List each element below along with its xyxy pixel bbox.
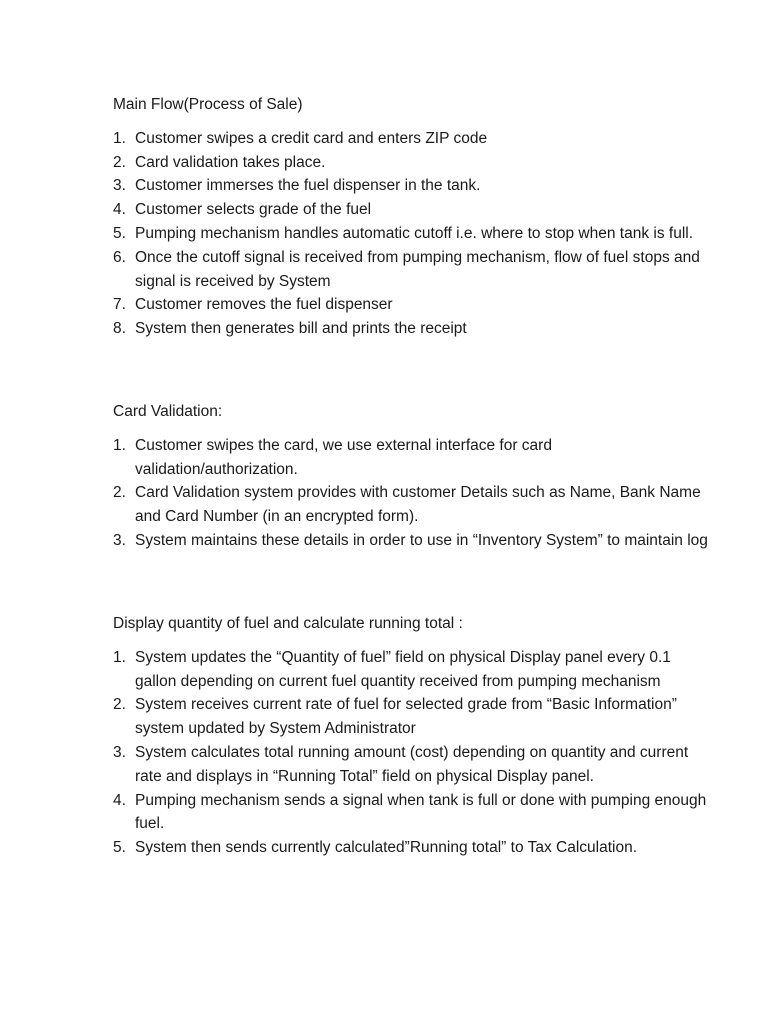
section-main-flow xyxy=(113,93,713,341)
list-item-number: 4. xyxy=(113,201,126,219)
list-item xyxy=(113,529,713,553)
list-item-number: 1. xyxy=(113,436,126,454)
numbered-list xyxy=(113,127,713,341)
list-item xyxy=(113,293,713,317)
list-item-text: System updates the “Quantity of fuel” field on physical Display panel every 0.1 gallon depending on current fuel quantity received from pumping mechanism xyxy=(135,648,671,690)
list-item xyxy=(113,693,713,741)
numbered-list xyxy=(113,434,713,553)
list-item-text: Customer removes the fuel dispenser xyxy=(135,296,393,314)
list-item-text: Customer swipes the card, we use external interface for card validation/authorization. xyxy=(135,436,552,478)
list-item-number: 8. xyxy=(113,320,126,338)
list-item-text: System receives current rate of fuel for selected grade from “Basic Information” system updated by System Administrator xyxy=(135,696,677,738)
section-display-quantity xyxy=(113,612,713,860)
list-item xyxy=(113,174,713,198)
list-item-number: 7. xyxy=(113,296,126,314)
list-item xyxy=(113,741,713,789)
list-item-number: 2. xyxy=(113,153,126,171)
list-item-text: Customer selects grade of the fuel xyxy=(135,201,372,219)
list-item xyxy=(113,222,713,246)
list-item-text: Pumping mechanism sends a signal when tank is full or done with pumping enough fuel. xyxy=(135,791,707,833)
list-item-number: 1. xyxy=(113,648,126,666)
list-item-text: System maintains these details in order to use in “Inventory System” to maintain log xyxy=(135,531,708,549)
list-item-number: 3. xyxy=(113,177,126,195)
list-item-text: Once the cutoff signal is received from pumping mechanism, flow of fuel stops and signal is received by System xyxy=(135,248,700,290)
list-item xyxy=(113,246,713,294)
list-item xyxy=(113,151,713,175)
list-item-number: 4. xyxy=(113,791,126,809)
list-item-number: 6. xyxy=(113,248,126,266)
section-card-validation xyxy=(113,400,713,553)
list-item-text: System calculates total running amount (cost) depending on quantity and current rate and displays in “Running Total” field on physical Display panel. xyxy=(135,743,689,785)
list-item-number: 2. xyxy=(113,484,126,502)
section-heading: Display quantity of fuel and calculate running total : xyxy=(113,615,463,632)
list-item-number: 2. xyxy=(113,696,126,714)
list-item xyxy=(113,646,713,694)
list-item xyxy=(113,789,713,837)
list-item-number: 3. xyxy=(113,531,126,549)
list-item-text: System then generates bill and prints the receipt xyxy=(135,320,467,338)
list-item-text: Card Validation system provides with customer Details such as Name, Bank Name and Card Number (in an encrypted form). xyxy=(135,484,701,526)
list-item xyxy=(113,836,713,860)
list-item-text: System then sends currently calculated”Running total” to Tax Calculation. xyxy=(135,839,638,857)
list-item-number: 1. xyxy=(113,129,126,147)
section-heading: Main Flow(Process of Sale) xyxy=(113,96,303,113)
list-item-number: 5. xyxy=(113,839,126,857)
list-item xyxy=(113,434,713,482)
list-item-number: 3. xyxy=(113,743,126,761)
section-heading: Card Validation: xyxy=(113,403,223,420)
list-item-text: Pumping mechanism handles automatic cutoff i.e. where to stop when tank is full. xyxy=(135,224,694,242)
list-item xyxy=(113,127,713,151)
list-item-number: 5. xyxy=(113,224,126,242)
list-item xyxy=(113,198,713,222)
list-item-text: Card validation takes place. xyxy=(135,153,326,171)
list-item-text: Customer immerses the fuel dispenser in the tank. xyxy=(135,177,481,195)
list-item xyxy=(113,481,713,529)
list-item-text: Customer swipes a credit card and enters ZIP code xyxy=(135,129,488,147)
list-item xyxy=(113,317,713,341)
numbered-list xyxy=(113,646,713,860)
